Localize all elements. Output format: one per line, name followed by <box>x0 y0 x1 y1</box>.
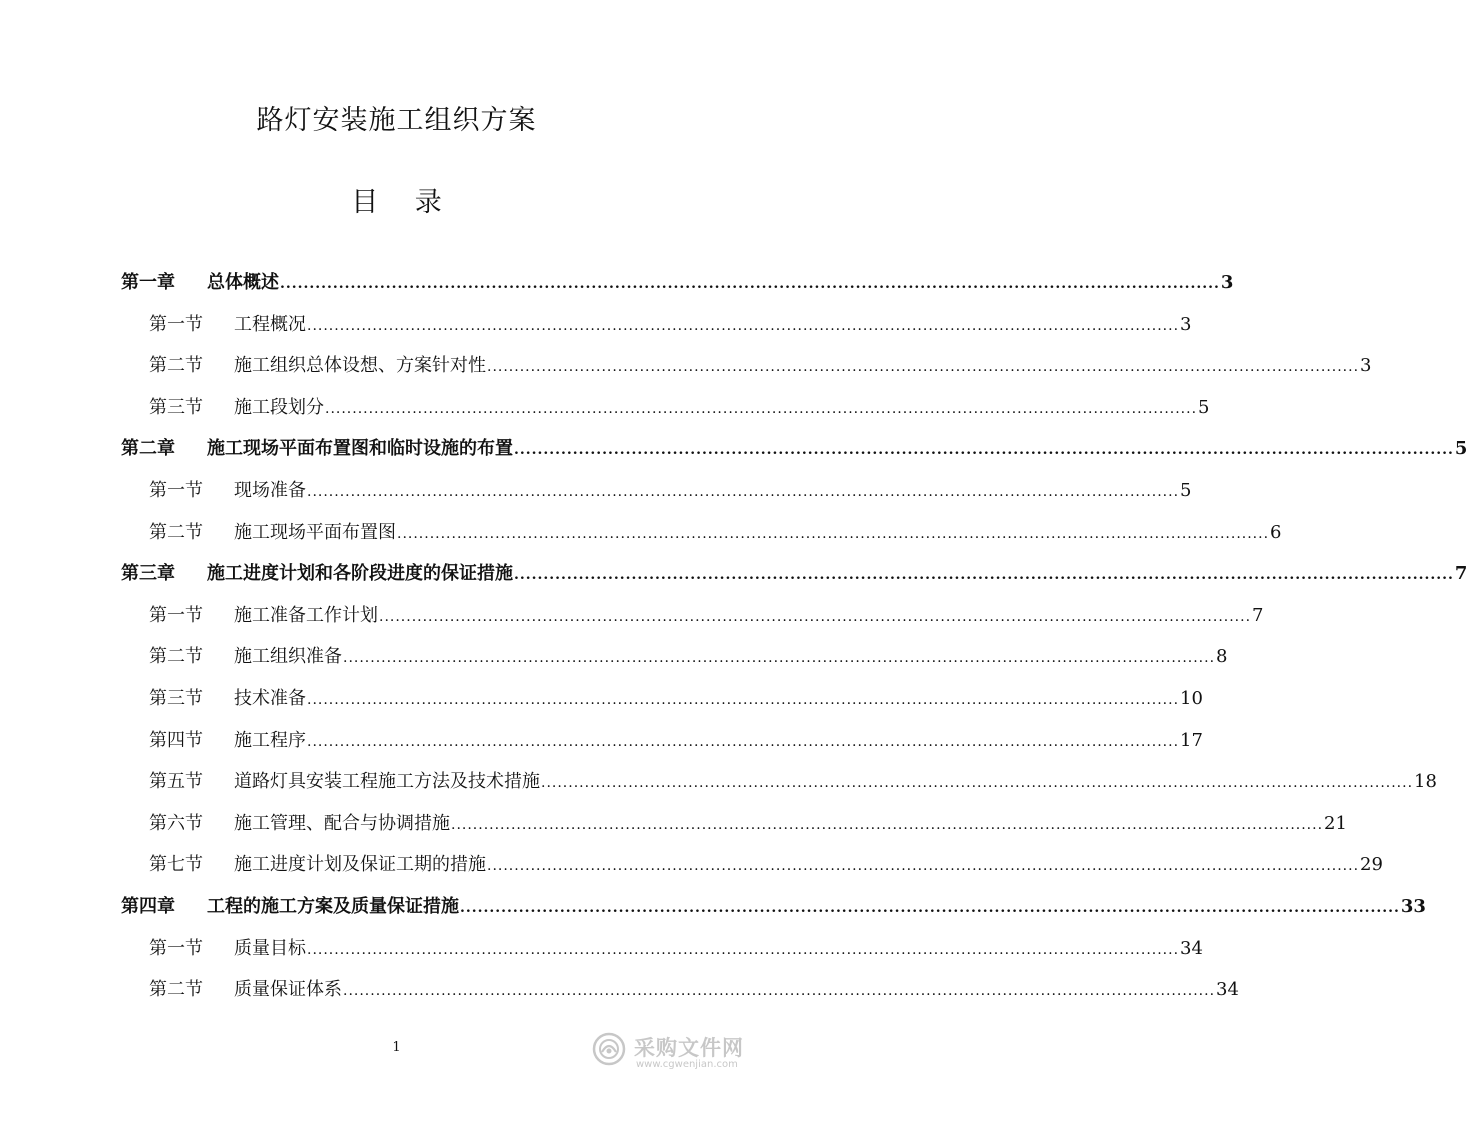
toc-entry-number: 第五节 <box>149 771 203 793</box>
toc-entry-page: 7 <box>1252 604 1264 626</box>
toc-entry-number: 第一节 <box>149 313 203 335</box>
toc-dot-leader: ................................................................................................................................................................ <box>325 400 1198 417</box>
toc-dot-leader: ................................................................................................................................................................ <box>307 483 1180 500</box>
toc-entry-page: 21 <box>1324 812 1347 834</box>
toc-section-row[interactable] <box>121 726 1203 768</box>
toc-chapter-row[interactable] <box>121 892 1426 934</box>
toc-entry-number: 第二章 <box>121 438 175 460</box>
toc-entry-number: 第一节 <box>149 937 203 959</box>
toc-chapter-row[interactable] <box>121 559 1467 601</box>
toc-section-row[interactable] <box>121 601 1264 643</box>
toc-entry-title: 施工组织总体设想、方案针对性 <box>234 355 486 377</box>
toc-entry-title: 质量目标 <box>234 937 306 959</box>
toc-section-row[interactable] <box>121 476 1192 518</box>
toc-entry-page: 18 <box>1414 771 1437 793</box>
toc-entry-title: 施工段划分 <box>234 396 324 418</box>
toc-dot-leader: ................................................................................................................................................................ <box>451 816 1324 833</box>
toc-entry-number: 第四章 <box>121 895 175 917</box>
toc-entry-title: 施工进度计划和各阶段进度的保证措施 <box>207 563 513 585</box>
toc-section-row[interactable] <box>121 934 1203 976</box>
toc-dot-leader: ................................................................................................................................................................ <box>487 359 1360 376</box>
toc-entry-title: 工程概况 <box>234 313 306 335</box>
toc-entry-page: 3 <box>1360 355 1372 377</box>
toc-dot-leader: ................................................................................................................................................................ <box>280 276 1220 292</box>
toc-entry-title: 现场准备 <box>234 479 306 501</box>
toc-entry-title: 施工现场平面布置图 <box>234 521 396 543</box>
toc-entry-title: 施工管理、配合与协调措施 <box>234 812 450 834</box>
toc-entry-number: 第四节 <box>149 729 203 751</box>
table-of-contents <box>121 268 1467 1017</box>
page-number: 1 <box>392 1040 401 1055</box>
watermark-url: www.cgwenjian.com <box>636 1059 738 1070</box>
watermark <box>592 1030 752 1074</box>
toc-dot-leader: ................................................................................................................................................................ <box>487 858 1360 875</box>
watermark-name: 采购文件网 <box>634 1036 744 1060</box>
cgwenjian-logo-icon <box>592 1032 626 1066</box>
toc-entry-title: 总体概述 <box>207 272 279 293</box>
toc-entry-page: 6 <box>1270 521 1282 543</box>
toc-entry-page: 29 <box>1360 854 1383 876</box>
toc-entry-page: 10 <box>1180 687 1203 709</box>
toc-entry-page: 5 <box>1454 438 1467 460</box>
toc-entry-title: 施工准备工作计划 <box>234 604 378 626</box>
toc-dot-leader: ................................................................................................................................................................ <box>397 525 1270 542</box>
toc-section-row[interactable] <box>121 975 1239 1017</box>
toc-entry-number: 第二节 <box>149 355 203 377</box>
toc-entry-title: 施工现场平面布置图和临时设施的布置 <box>207 438 513 460</box>
toc-entry-number: 第六节 <box>149 812 203 834</box>
toc-chapter-row[interactable] <box>121 434 1467 476</box>
toc-heading: 目 录 <box>351 187 456 218</box>
toc-entry-page: 3 <box>1220 272 1234 293</box>
toc-dot-leader: ................................................................................................................................................................ <box>460 899 1400 916</box>
toc-entry-number: 第一章 <box>121 272 175 293</box>
toc-entry-title: 质量保证体系 <box>234 979 342 1001</box>
toc-dot-leader: ................................................................................................................................................................ <box>343 983 1216 1000</box>
toc-dot-leader: ................................................................................................................................................................ <box>307 941 1180 958</box>
toc-entry-title: 施工进度计划及保证工期的措施 <box>234 854 486 876</box>
toc-section-row[interactable] <box>121 684 1203 726</box>
toc-entry-number: 第二节 <box>149 979 203 1001</box>
toc-entry-page: 34 <box>1216 979 1239 1001</box>
toc-section-row[interactable] <box>121 310 1192 352</box>
toc-entry-title: 技术准备 <box>234 687 306 709</box>
toc-entry-number: 第一节 <box>149 604 203 626</box>
toc-section-row[interactable] <box>121 809 1347 851</box>
toc-entry-page: 5 <box>1198 396 1210 418</box>
toc-entry-title: 道路灯具安装工程施工方法及技术措施 <box>234 771 540 793</box>
toc-entry-number: 第二节 <box>149 646 203 668</box>
toc-entry-page: 3 <box>1180 313 1192 335</box>
toc-dot-leader: ................................................................................................................................................................ <box>343 650 1216 667</box>
toc-entry-number: 第三节 <box>149 687 203 709</box>
toc-section-row[interactable] <box>121 393 1210 435</box>
toc-section-row[interactable] <box>121 351 1372 393</box>
toc-entry-number: 第一节 <box>149 479 203 501</box>
toc-entry-number: 第三章 <box>121 563 175 585</box>
toc-chapter-row[interactable] <box>121 268 1234 310</box>
toc-dot-leader: ................................................................................................................................................................ <box>514 442 1454 459</box>
toc-entry-page: 33 <box>1400 895 1426 917</box>
toc-entry-page: 34 <box>1180 937 1203 959</box>
toc-section-row[interactable] <box>121 642 1228 684</box>
toc-section-row[interactable] <box>121 850 1383 892</box>
toc-section-row[interactable] <box>121 767 1437 809</box>
toc-entry-page: 8 <box>1216 646 1228 668</box>
toc-section-row[interactable] <box>121 518 1282 560</box>
toc-entry-title: 施工程序 <box>234 729 306 751</box>
toc-dot-leader: ................................................................................................................................................................ <box>379 608 1252 625</box>
toc-entry-number: 第三节 <box>149 396 203 418</box>
toc-dot-leader: ................................................................................................................................................................ <box>307 691 1180 708</box>
toc-entry-page: 7 <box>1454 563 1467 585</box>
toc-dot-leader: ................................................................................................................................................................ <box>514 567 1454 584</box>
toc-dot-leader: ................................................................................................................................................................ <box>307 317 1180 334</box>
toc-entry-title: 施工组织准备 <box>234 646 342 668</box>
toc-entry-page: 17 <box>1180 729 1203 751</box>
toc-dot-leader: ................................................................................................................................................................ <box>307 733 1180 750</box>
toc-entry-title: 工程的施工方案及质量保证措施 <box>207 895 459 917</box>
toc-dot-leader: ................................................................................................................................................................ <box>541 775 1414 792</box>
toc-entry-number: 第二节 <box>149 521 203 543</box>
toc-entry-number: 第七节 <box>149 854 203 876</box>
toc-entry-page: 5 <box>1180 479 1192 501</box>
document-title: 路灯安装施工组织方案 <box>256 105 537 136</box>
